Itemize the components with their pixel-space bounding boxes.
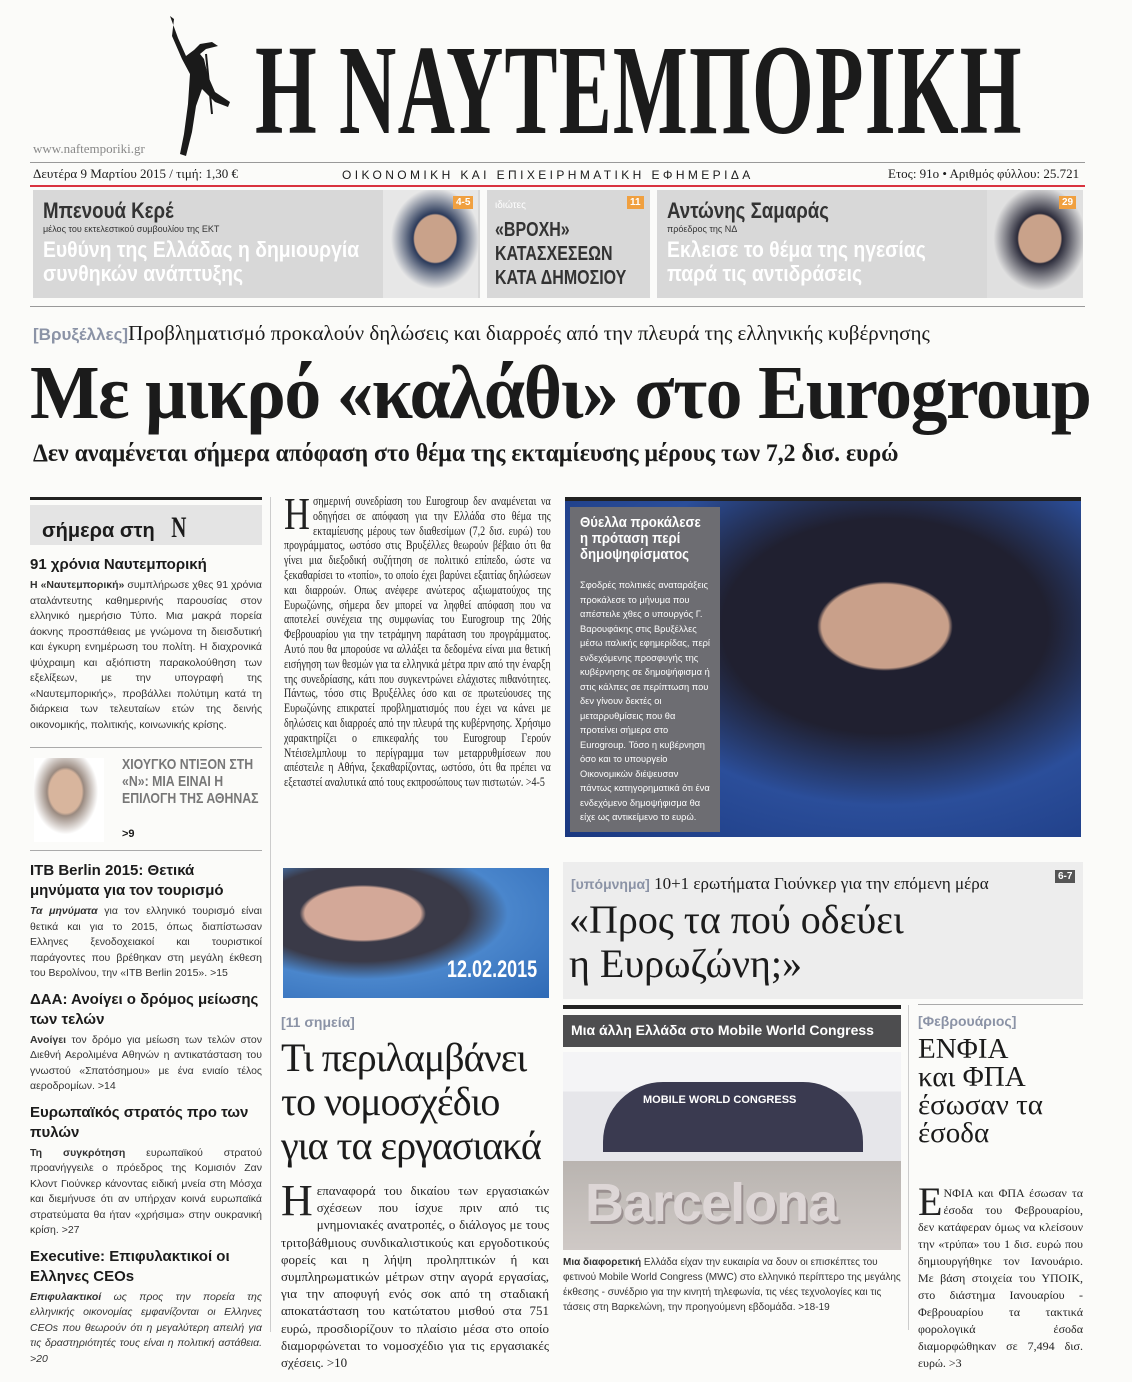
teaser-samaras[interactable]: Αντώνης Σαμαράς πρόεδρος της ΝΔ Εκλεισε το θέμα της ηγεσίας παρά τις αντιδράσεις 29	[657, 190, 1083, 298]
barcelona-photo: MOBILE WORLD CONGRESS Barcelona	[563, 1052, 901, 1250]
teaser-boxes	[33, 190, 1083, 300]
lead-article-body: Ησημερινή συνεδρίαση του Eurogroup δεν αναμένεται να οδηγήσει σε απόφαση για την Ελλάδα στο θέμα της εκταμίευσης μέρους των διαθεσίμων (7,2 δισ. ευρώ) του προγράμματος, ωστόσο στις Βρυξέλλες θεωρούν βέβαιο ότι θα γίνει μια διεξοδική συζήτηση σε πολιτικό επίπεδο, ώστε να ξεκαθαρίσει το «τοπίο», το οποίο έχει βαρύνει εξαιτίας δηλώσεων και διαρροών. Οπως ανέφερε ανώτερος αξιωματούχος της Ευρωζώνης, σήμερα δεν μπορεί να ληφθεί απόφαση που να αποτελεί συνέχεια της συμφωνίας του Eurogroup της 20ής Φεβρουαρίου για την τετράμηνη παράταση του προγράμματος. Αυτό που θα μπορούσε να αλλάξει τα δεδομένα είναι μια θετική εισήγηση των θεσμών για τα ελληνικά μέτρα πριν από την έναρξη της συνεδρίασης, κάτι που συγκεντρώνει ελάχιστες πιθανότητες. Πάντως, τόσο στις Βρυξέλλες όσο και σε πρωτεύουσες της Ευρωζώνης επικρατεί προβληματισμός που έχει να κάνει με δηλώσεις και διαρροές από την πλευρά της κυβέρνησης. Χρήσιμο χαρακτηρίζει ο επικεφαλής του Eurogroup Γερούν Ντέισελμπλουμ το περίγραμμα των μεταρρυθμίσεων που απέστειλε η Αθήνα, ξεκαθαρίζοντας, ωστόσο, ότι θα πρέπει να εξεταστεί αναλυτικά από τους εκπροσώπους των πιστωτών. >4-5	[284, 488, 551, 790]
masthead	[0, 0, 1132, 190]
news-item[interactable]: 91 χρόνια Ναυτεμπορική Η «Ναυτεμπορική» συμπλήρωσε χθες 91 χρόνια αταλάντευτης καθημερινής παρουσίας στον ελληνικό ημερήσιο Τύπο. Μια μακρά πορεία άοκνης προσπάθειας με γνώμονα τη διεισδυτική και έγκυρη ενημέρωση του πολίτη. Η διαχρονικά ψύχραιμη και αξιόπιστη παρακολούθηση των εξελίξεων, με την υπογραφή της «Ναυτεμπορικής», προβάλλει πολύτιμη κατά τη διάρκεια των τελευταίων ετών της δεινής οικονομικής, πολιτικής, κοινωνικής κρίσης.	[30, 556, 262, 731]
juncker-quote: «Προς τα πού οδεύει η Ευρωζώνη;»	[569, 897, 904, 986]
mwc-article[interactable]: Μια άλλη Ελλάδα στο Mobile World Congress MOBILE WORLD CONGRESS Barcelona Μια διαφορετική Ελλάδα είχαν την ευκαιρία να δουν οι επισκέπτες του φετινού Mobile World Congress (MWC) στο ελληνικό περίπτερο της μεγάλης έκθεσης - συνέδριο για την κινητή τηλεφωνία, τις νέες τεχνολογίες και τις τάσεις στη Βαρκελώνη, την προηγούμενη εβδομάδα. >18-19	[563, 1005, 901, 1315]
labor-article[interactable]: [11 σημεία] Τι περιλαμβάνει το νομοσχέδιο για τα εργασιακά Ηεπαναφορά του δικαίου των εργασιακών σχέσεων που ίσχυε πριν από τις μνημονιακές ανατροπές, ο διάλογος με τους τριτοβάθμιους συνδικαλιστικούς και εργοδοτικούς φορείς και η λήψη προληπτικών ή και συμπληρωματικών μέτρων στην αγορά εργασίας, για την αποφυγή ενός σοκ από τη σταδιακή αποκατάσταση του κατώτατου μισθού στα 751 ευρώ, προσδιορίζουν το πλαίσιο μέσα στο οποίο διαμορφώνεται το νομοσχέδιο για τις εργασιακές σχέσεις. >10	[281, 1014, 549, 1371]
news-item[interactable]: Executive: Επιφυλακτικοί οι Ελληνες CEOs Επιφυλακτικοί ως προς την πορεία της ελληνικής οικονομίας εμφανίζονται οι Ελληνες CEOs που θεωρούν ότι η μεγαλύτερη απειλή για τις δραστηριότητές τους είναι η πολιτική αστάθεια. >20	[30, 1247, 262, 1365]
interview-teaser[interactable]: ΧΙΟΥΓΚΟ ΝΤΙΞΟΝ ΣΤΗ «Ν»: ΜΙΑ ΕΙΝΑΙ Η ΕΠΙΛΟΓΗ ΤΗΣ ΑΘΗΝΑΣ >9	[30, 756, 262, 844]
news-item[interactable]: ITB Berlin 2015: Θετικά μηνύματα για τον τουρισμό Τα μηνύματα για τον ελληνικό τουρισμό είναι θετικά και για το 2015, όπως διαπίστωσαν Ελληνες ξενοδοχειακοί και τουριστικοί παράγοντες που βρέθηκαν στη μεγάλη έκθεση του Βερολίνου, την «ITB Berlin 2015». >15	[30, 862, 262, 979]
issue-number: Ετος: 91ο • Αριθμός φύλλου: 25.721	[888, 166, 1080, 181]
website-url[interactable]: www.naftemporiki.gr	[33, 141, 145, 156]
news-item[interactable]: ΔΑΑ: Ανοίγει ο δρόμος μείωσης των τελών Ανοίγει τον δρόμο για μείωση των τελών στον Διεθνή Αερολιμένα Αθηνών η αντικατάσταση του γνωστού «Σπατόσημου» με ένα ενιαίο τέλος αεροδρομίων. >14	[30, 990, 262, 1092]
tagline: ΟΙΚΟΝΟΜΙΚΗ ΚΑΙ ΕΠΙΧΕΙΡΗΜΑΤΙΚΗ ΕΦΗΜΕΡΙΔΑ	[342, 168, 754, 182]
lead-subhead: Δεν αναμένεται σήμερα απόφαση στο θέμα της εκταμίευσης μέρους των 7,2 δισ. ευρώ	[33, 440, 899, 467]
dixon-photo	[34, 758, 104, 842]
photo-caption-box: Θύελλα προκάλεσε η πρόταση περί δημοψηφίσματος Σφοδρές πολιτικές αναταράξεις προκάλεσε το μήνυμα που απέστειλε χθες ο υπουργός Γ. Βαρουφάκης στις Βρυξέλλες μέσω ιταλικής εφημερίδας, περί ενδεχόμενης προσφυγής της κυβέρνησης σε δημοψήφισμα ή στις κάλπες σε περίπτωση που δεν γίνουν δεκτές οι μεταρρυθμίσεις που θα προτείνει σήμερα στο Eurogroup. Τόσο η κυβέρνηση όσο και το υπουργείο Οικονομικών διέψευσαν πάντως κατηγορηματικά ότι ένα ενδεχόμενο δημοψήφισμα θα είχε ως αντικείμενο το ευρώ.	[570, 507, 720, 832]
left-column	[30, 497, 262, 1367]
juncker-quote-box[interactable]: [υπόμνημα] 10+1 ερωτήματα Γιούνκερ για την επόμενη μέρα «Προς τα πού οδεύει η Ευρωζώνη;» 6-7	[563, 862, 1083, 999]
lead-headline[interactable]: Με μικρό «καλάθι» στο Eurogroup	[30, 351, 1091, 435]
lead-kicker: [Βρυξέλλες]Προβληματισμό προκαλούν δηλώσεις και διαρροές από την πλευρά της ελληνικής κυβέρνησης	[33, 321, 930, 345]
varoufakis-photo[interactable]	[565, 497, 1081, 837]
teaser-seizures[interactable]: ιδιώτες «ΒΡΟΧΗ» ΚΑΤΑΣΧΕΣΕΩΝ ΚΑΤΑ ΔΗΜΟΣΙΟΥ 11	[487, 190, 650, 298]
date-price: Δευτέρα 9 Μαρτίου 2015 / τιμή: 1,30 €	[33, 166, 238, 181]
juncker-photo[interactable]: 12.02.2015	[283, 868, 549, 998]
section-header: σήμερα στη N	[30, 505, 262, 545]
masthead-title: Η ΝΑΥΤΕΜΠΟΡΙΚΗ	[255, 19, 1023, 161]
news-item[interactable]: Ευρωπαϊκός στρατός προ των πυλών Τη συγκρότηση ευρωπαϊκού στρατού προανήγγειλε ο πρόεδρος της Κομισιόν Ζαν Κλοντ Γιούνκερ κάνοντας ειδική μνεία στη Μόσχα και διεμήνυσε ότι αν υπήρχαν κοινά ευρωπαϊκά στρατεύματα θα ήταν «χρήσιμα» στην ουκρανική κρίση. >27	[30, 1103, 262, 1236]
teaser-coeure[interactable]: Μπενουά Κερέ μέλος του εκτελεστικού συμβουλίου της ΕΚΤ Ευθύνη της Ελλάδας η δημιουργία συνθηκών ανάπτυξης 4-5	[33, 190, 480, 298]
hermes-figure-icon	[160, 14, 235, 159]
tax-article[interactable]: [Φεβρουάριος] ΕΝΦΙΑ και ΦΠΑ έσωσαν τα έσοδα ΕΝΦΙΑ και ΦΠΑ έσωσαν τα έσοδα του Φεβρουαρίου, δεν κατάφεραν όμως να κλείσουν την «τρύπα» του 1 δισ. ευρώ που δημιουργήθηκε τον Ιανουάριο. Με βάση στοιχεία του ΥΠΟΙΚ, στο διάστημα Ιανουαρίου - Φεβρουαρίου τα τακτικά φορολογικά έσοδα διαμορφώθηκαν σε 7,494 δισ. ευρώ. >3	[918, 1004, 1083, 1372]
